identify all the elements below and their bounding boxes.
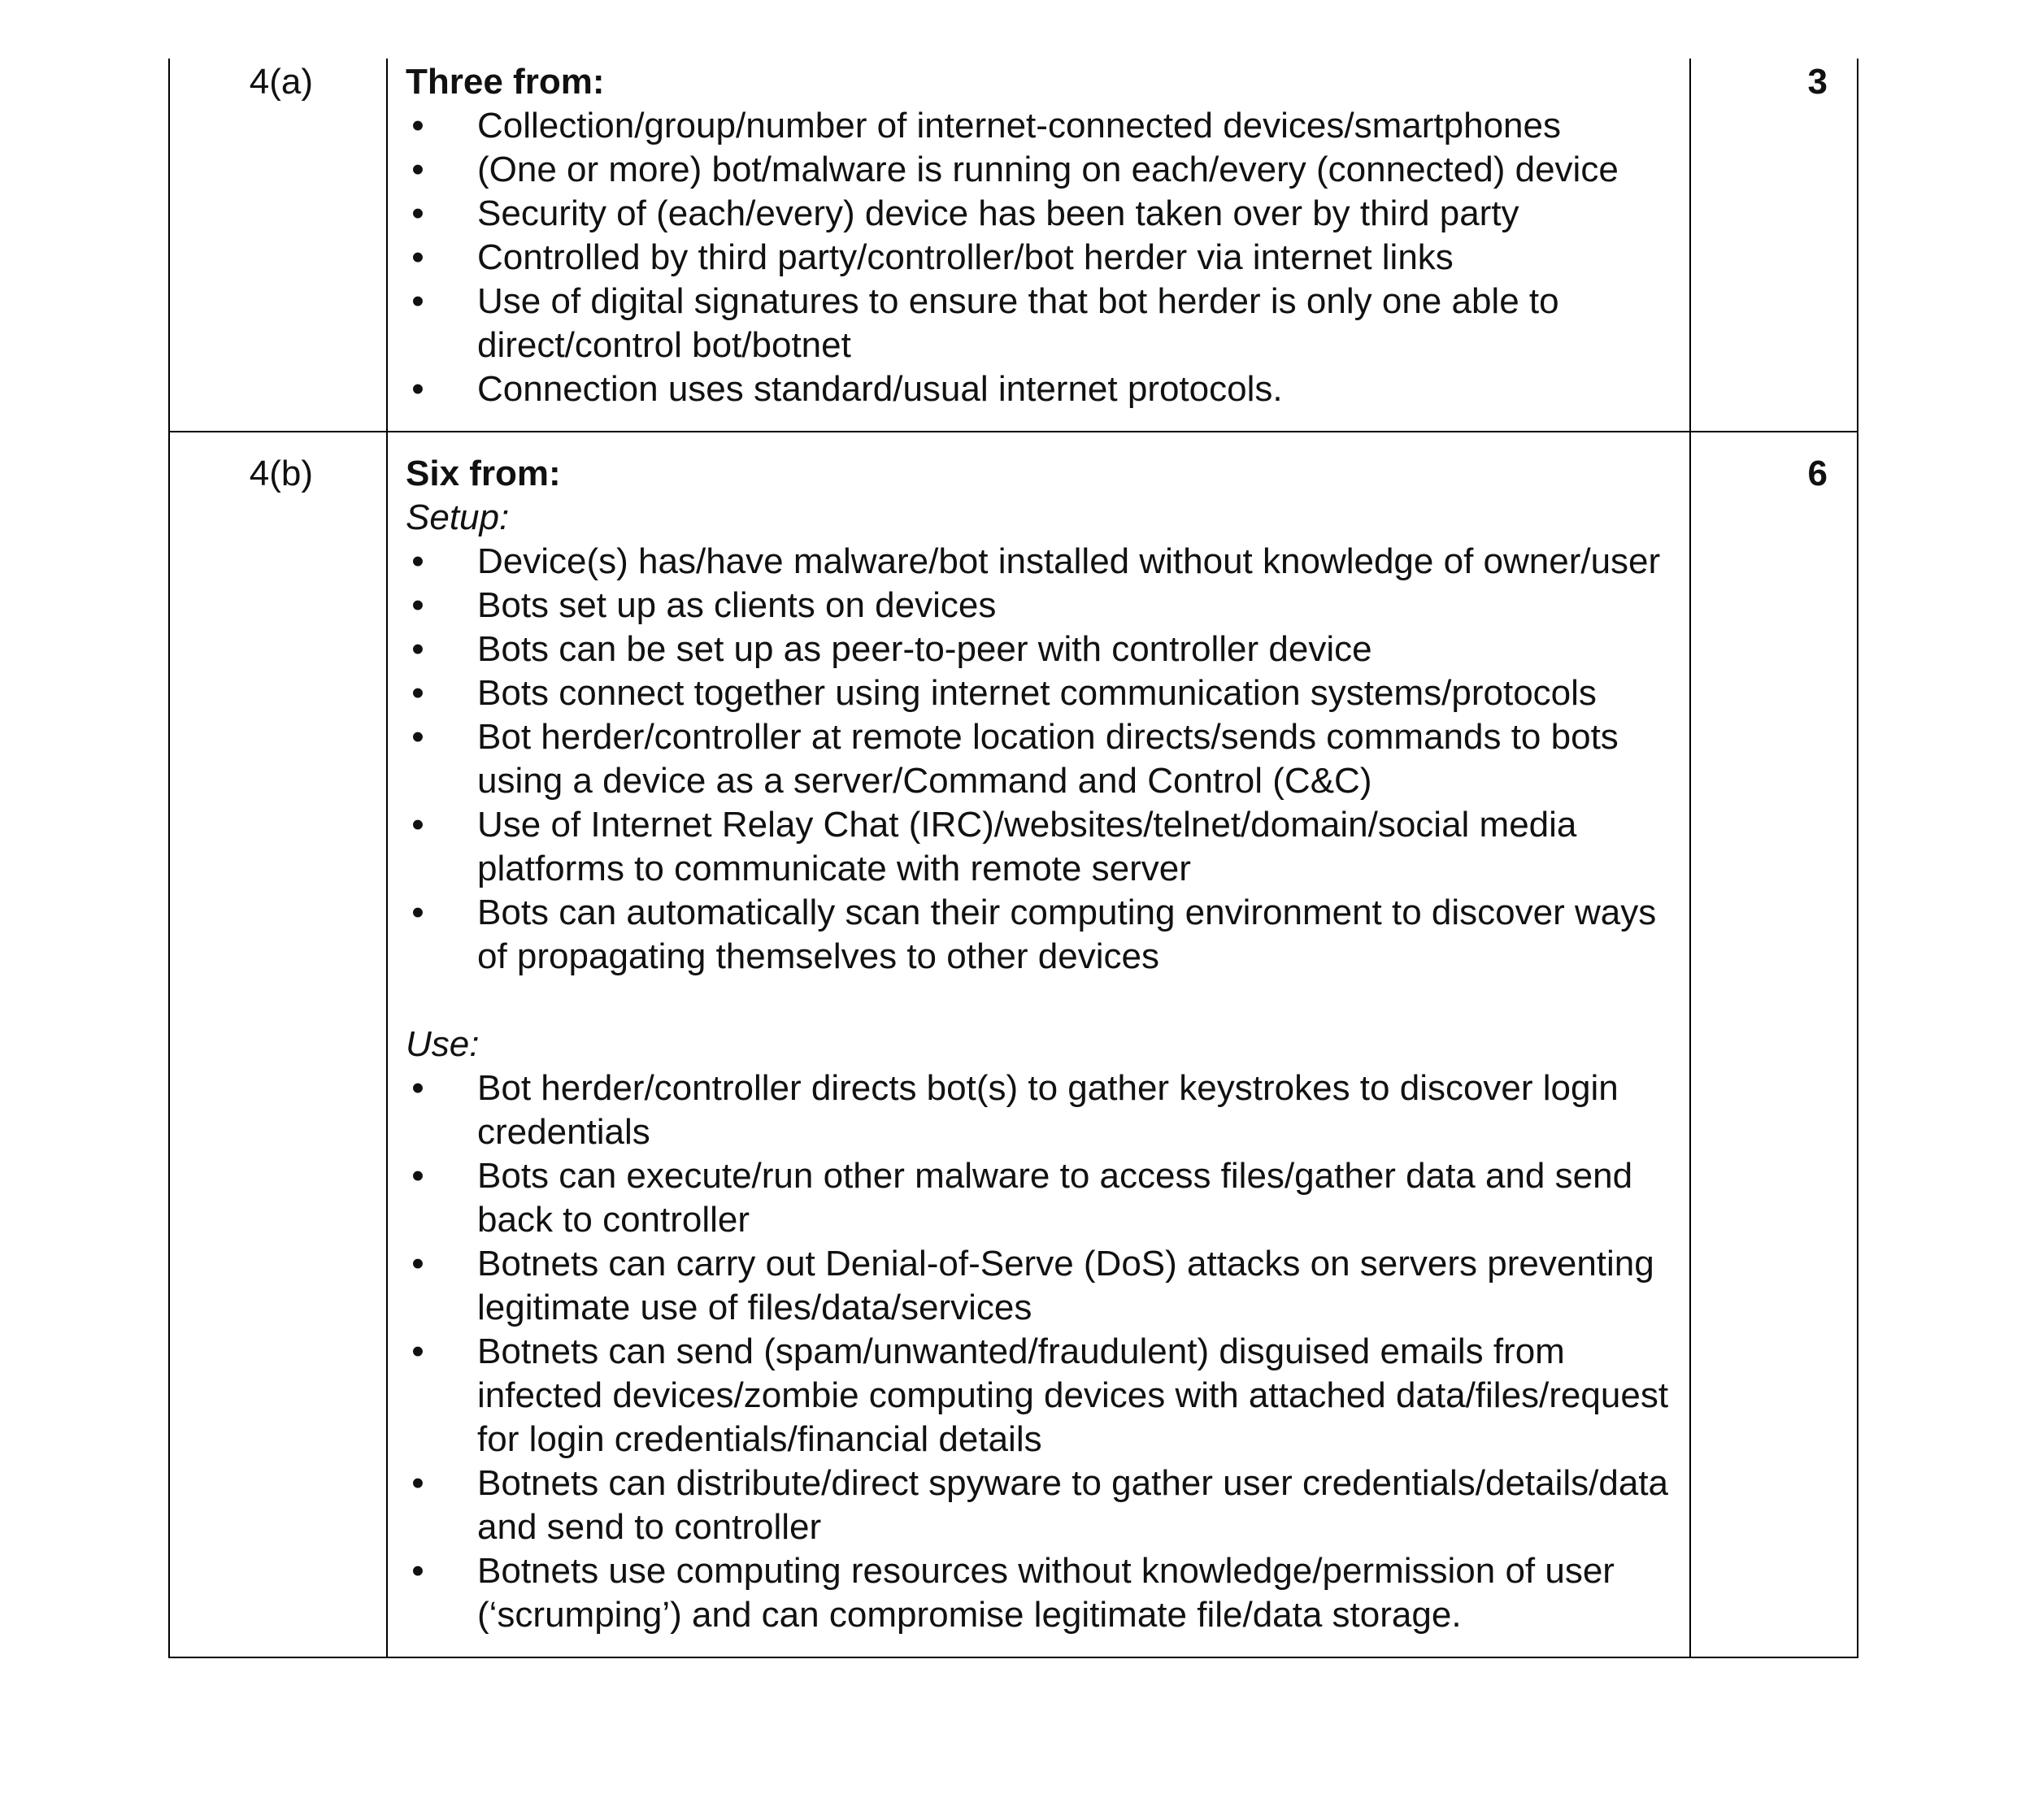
bullet-icon: • — [411, 237, 424, 277]
point-text: Controlled by third party/controller/bot herder via internet links — [477, 237, 1454, 277]
bullet-icon: • — [411, 1551, 424, 1591]
bullet-icon: • — [411, 106, 424, 146]
table-row-4b — [169, 432, 1858, 1657]
point-text: Bots can automatically scan their computing environment to discover ways of propagating themselves to other devices — [477, 893, 1657, 976]
setup-points — [406, 540, 1681, 979]
use-points — [406, 1066, 1681, 1637]
bullet-icon: • — [411, 893, 424, 932]
list-item — [406, 367, 1681, 411]
list-item — [406, 1549, 1681, 1637]
point-text: Use of digital signatures to ensure that bot herder is only one able to direct/control bot/botnet — [477, 281, 1559, 365]
bullet-icon: • — [411, 150, 424, 189]
point-text: Botnets can distribute/direct spyware to gather user credentials/details/data and send to controller — [477, 1463, 1669, 1547]
point-text: Botnets can carry out Denial-of-Serve (DoS) attacks on servers preventing legitimate use of files/data/services — [477, 1244, 1654, 1327]
point-text: Connection uses standard/usual internet protocols. — [477, 369, 1283, 409]
bullet-icon: • — [411, 1244, 424, 1284]
mark-scheme-table — [168, 59, 1858, 1658]
answer-heading: Six from: — [406, 454, 561, 493]
section-gap — [406, 979, 1681, 1023]
list-item — [406, 671, 1681, 715]
point-text: Use of Internet Relay Chat (IRC)/websites/telnet/domain/social media platforms to communicate with remote server — [477, 805, 1577, 888]
list-item — [406, 192, 1681, 236]
point-text: Device(s) has/have malware/bot installed without knowledge of owner/user — [477, 541, 1661, 581]
list-item — [406, 1066, 1681, 1154]
list-item — [406, 148, 1681, 192]
answer-points — [406, 104, 1681, 411]
bullet-icon: • — [411, 193, 424, 233]
list-item — [406, 1330, 1681, 1462]
bullet-icon: • — [411, 369, 424, 409]
point-text: Collection/group/number of internet-connected devices/smartphones — [477, 106, 1561, 146]
list-item — [406, 1462, 1681, 1549]
list-item — [406, 280, 1681, 367]
list-item — [406, 628, 1681, 671]
list-item — [406, 891, 1681, 979]
marks-value: 6 — [1690, 432, 1858, 1657]
bullet-icon: • — [411, 1331, 424, 1371]
point-text: Botnets use computing resources without knowledge/permission of user (‘scrumping’) and can compromise legitimate file/data storage. — [477, 1551, 1615, 1635]
point-text: Security of (each/every) device has been taken over by third party — [477, 193, 1519, 233]
list-item — [406, 1154, 1681, 1242]
answer-cell — [387, 59, 1690, 432]
point-text: Botnets can send (spam/unwanted/fraudulent) disguised emails from infected devices/zombie computing devices with attached data/files/request for login credentials/financial details — [477, 1331, 1669, 1459]
point-text: Bot herder/controller directs bot(s) to gather keystrokes to discover login credentials — [477, 1068, 1619, 1152]
bullet-icon: • — [411, 1156, 424, 1196]
bullet-icon: • — [411, 673, 424, 713]
marks-value: 3 — [1690, 59, 1858, 432]
point-text: Bots can execute/run other malware to access files/gather data and send back to controller — [477, 1156, 1633, 1240]
point-text: Bots set up as clients on devices — [477, 585, 997, 625]
list-item — [406, 540, 1681, 584]
bullet-icon: • — [411, 1463, 424, 1503]
use-label: Use: — [406, 1024, 480, 1064]
setup-label: Setup: — [406, 497, 510, 537]
bullet-icon: • — [411, 1068, 424, 1108]
list-item — [406, 715, 1681, 803]
bullet-icon: • — [411, 281, 424, 321]
point-text: Bot herder/controller at remote location directs/sends commands to bots using a device as a server/Command and Control (C&C) — [477, 717, 1619, 801]
list-item — [406, 584, 1681, 628]
question-number: 4(a) — [169, 59, 387, 432]
bullet-icon: • — [411, 541, 424, 581]
bullet-icon: • — [411, 717, 424, 757]
bullet-icon: • — [411, 805, 424, 845]
answer-cell — [387, 432, 1690, 1657]
list-item — [406, 104, 1681, 148]
answer-heading: Three from: — [406, 62, 605, 102]
list-item — [406, 803, 1681, 891]
list-item — [406, 236, 1681, 280]
point-text: Bots can be set up as peer-to-peer with controller device — [477, 629, 1372, 669]
point-text: (One or more) bot/malware is running on each/every (connected) device — [477, 150, 1619, 189]
list-item — [406, 1242, 1681, 1330]
bullet-icon: • — [411, 629, 424, 669]
point-text: Bots connect together using internet communication systems/protocols — [477, 673, 1597, 713]
question-number: 4(b) — [169, 432, 387, 1657]
bullet-icon: • — [411, 585, 424, 625]
table-row-4a — [169, 59, 1858, 432]
